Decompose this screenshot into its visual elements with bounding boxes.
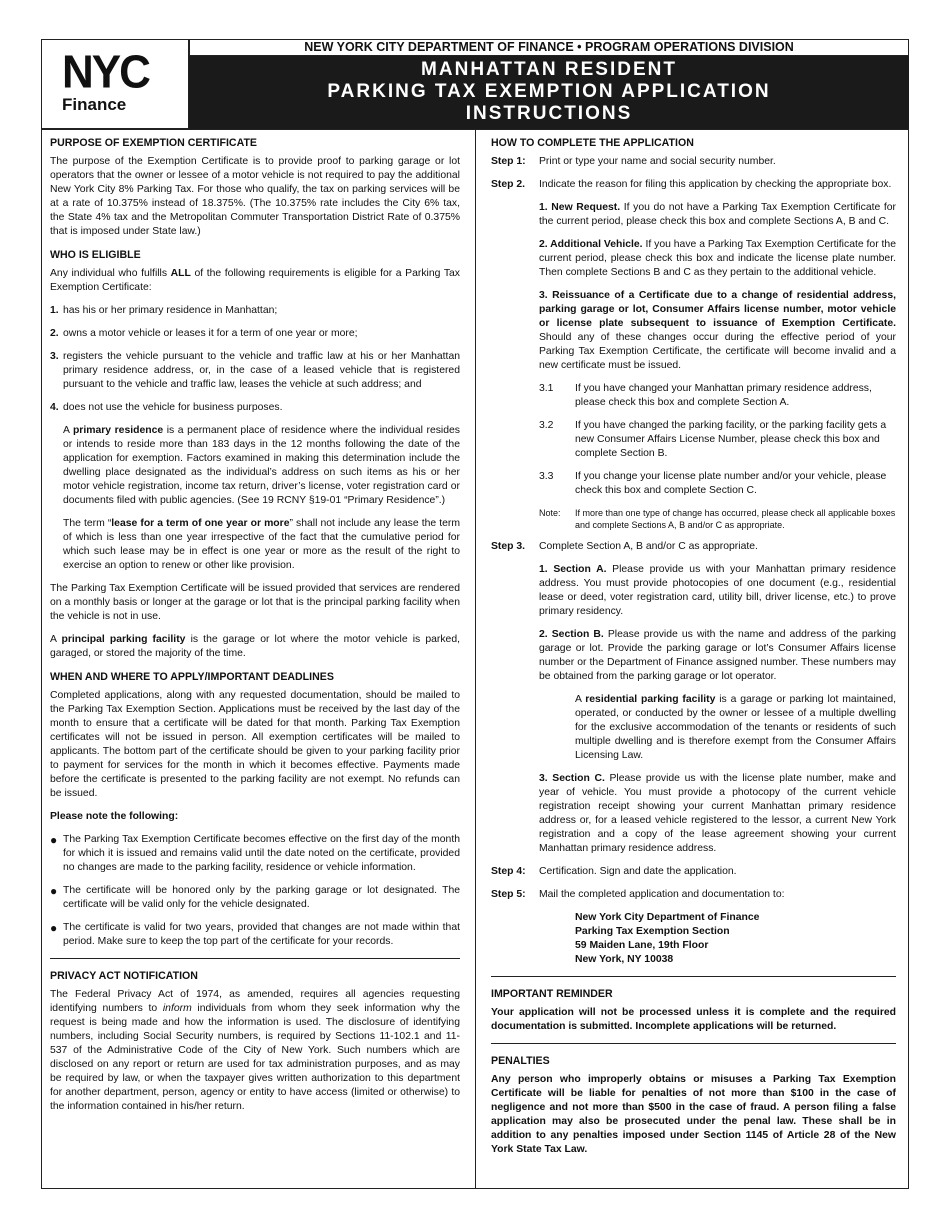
additional-vehicle-option: 2. Additional Vehicle. If you have a Parking Tax Exemption Certificate for the current period, please check this box and indicate the license plate number. Then complete Sections B and C as they pertain to the additional vehicle. — [539, 239, 896, 278]
privacy-heading: PRIVACY ACT NOTIFICATION — [50, 970, 198, 982]
purpose-heading: PURPOSE OF EXEMPTION CERTIFICATE — [50, 137, 257, 149]
note-bullet: ● The certificate will be honored only by the parking garage or lot designated. The certificate will be valid only for the vehicle designated. — [50, 884, 460, 910]
reissuance-note: Note: If more than one type of change has occurred, please check all applicable boxes and complete Sections A, B and/or C as appropriate. — [539, 508, 896, 530]
section-rule — [491, 976, 896, 977]
step-2: Step 2. Indicate the reason for filing this application by checking the appropriate box. — [491, 179, 892, 190]
logo-mark: NYC — [62, 46, 149, 99]
step-4: Step 4: Certification. Sign and date the application. — [491, 866, 737, 877]
step-3: Step 3. Complete Section A, B and/or C as appropriate. — [491, 541, 758, 552]
title-line-3: INSTRUCTIONS — [465, 103, 633, 124]
reminder-text: Your application will not be processed unless it is complete and the required documentation is submitted. Incomplete applications will be returned. — [491, 1007, 896, 1032]
primary-residence-definition: A primary residence is a permanent place of residence where the individual resides or intends to reside more than 183 days in the 12 months following the date of the application for exemption. Factors examined in making this determination include the dwelling place designated as the individual’s address on such items as his or her motor vehicle registration, income tax return, driver’s license, voter registration card or documents filed with public agencies. (See 19 RCNY §19-01 “Primary Residence”.) — [63, 425, 460, 506]
eligibility-item: 2. owns a motor vehicle or leases it for a term of one year or more; — [50, 328, 358, 339]
principal-facility-definition: A principal parking facility is the garage or lot where the motor vehicle is parked, garaged, or stored the majority of the time. — [50, 634, 460, 659]
title-bar — [189, 56, 909, 129]
reissuance-sub-item: 3.1 If you have changed your Manhattan primary residence address, please check this box and complete Section A. — [539, 383, 872, 408]
note-heading: Please note the following: — [50, 811, 179, 822]
note-bullet: ● The certificate is valid for two years, provided that changes are not made within that period. Make sure to keep the top part of the certificate for your records. — [50, 921, 460, 947]
deadlines-text: Completed applications, along with any requested documentation, should be mailed to the Parking Tax Exemption Section. Applications must be received by the last day of the month to ensure that a certificate will be dated for that month. Parking Tax Exemption certificates will not be issued in person. All exemption certificates will be mailed to applicants. The bottom part of the certificate should be given to your parking facility prior to payment for services for the month in which it becomes effective. Payments made before the certificate is presented to the parking facility are not exempt. No refunds can be issued. — [50, 690, 460, 799]
section-rule — [50, 958, 460, 959]
deadlines-heading: WHEN AND WHERE TO APPLY/IMPORTANT DEADLINES — [50, 671, 334, 683]
residential-facility-definition: A residential parking facility is a garage or parking lot maintained, operated, or conducted by the owner or lessee of a multiple dwelling for the exclusive accommodation of the tenants or residents of such multiple dwelling and is therefore exempt from the Consumer Affairs Licensing Law. — [575, 694, 896, 761]
logo-subtitle: Finance — [62, 95, 127, 114]
eligibility-item: 3. registers the vehicle pursuant to the vehicle and traffic law at his or her Manhattan primary residence address, or, in the case of a leased vehicle that is registered pursuant to the vehicle and traffic law, leases the vehicle at such address; and — [50, 351, 460, 390]
eligibility-item: 4. does not use the vehicle for business purposes. — [50, 402, 283, 413]
note-bullet: ● The Parking Tax Exemption Certificate becomes effective on the first day of the month for which it is issued and remains valid until the date noted on the certificate, provided no changes are made to the parking facility, residence or vehicle information. — [50, 833, 460, 873]
column-divider — [475, 129, 476, 1189]
eligible-intro: Any individual who fulfills ALL of the following requirements is eligible for a Parking Tax Exemption Certificate: — [50, 268, 460, 293]
penalties-heading: PENALTIES — [491, 1055, 550, 1067]
purpose-text: The purpose of the Exemption Certificate is to provide proof to parking garage or lot operators that the owner or lessee of a motor vehicle is not required to pay the additional New York City 8% Parking Tax. For those who qualify, the tax on parking services will be at a rate of 10.375% instead of 18.375%. (The 10.375% rate includes the City 6% tax, the State 4% tax and the Metropolitan Commuter Transportation District Rate of 0.375% that is imposed under State law.) — [50, 156, 460, 237]
issuance-text: The Parking Tax Exemption Certificate will be issued provided that services are rendered on a monthly basis or longer at the garage or lot that is the principal parking facility when the vehicle is not in use. — [50, 583, 460, 622]
eligibility-item: 1. has his or her primary residence in Manhattan; — [50, 305, 278, 316]
left-column — [50, 136, 460, 1123]
how-to-heading: HOW TO COMPLETE THE APPLICATION — [491, 137, 694, 149]
section-b-instructions: 2. Section B. Please provide us with the name and address of the parking garage or lot. Provide the parking garage or lot’s Consumer Affairs license number or the Department of Finance assigned number. These numbers may be obtained from the parking garage or lot operator. — [539, 629, 896, 682]
reissuance-sub-item: 3.2 If you have changed the parking facility, or the parking facility gets a new Consumer Affairs License Number, please check this box and complete Section B. — [539, 420, 887, 459]
nyc-finance-logo — [41, 39, 189, 129]
new-request-option: 1. New Request. If you do not have a Parking Tax Exemption Certificate for the current period, please check this box and complete Sections A, B and C. — [539, 202, 897, 227]
title-line-2: PARKING TAX EXEMPTION APPLICATION — [327, 81, 771, 102]
section-c-instructions: 3. Section C. Please provide us with the license plate number, make and year of vehicle. You must provide a photocopy of the current vehicle registration receipt showing your current Manhattan primary residence address or, for a leased vehicle registered to the lessor, a current New York registration and a copy of the lease agreement showing your current Manhattan primary residence address. — [539, 773, 897, 854]
step-1: Step 1: Print or type your name and social security number. — [491, 156, 776, 167]
section-rule — [491, 1043, 896, 1044]
reissuance-sub-item: 3.3 If you change your license plate number and/or your vehicle, please check this box and complete Section C. — [539, 471, 887, 496]
reissuance-option: 3. Reissuance of a Certificate due to a change of residential address, parking garage or lot, Consumer Affairs license number, motor vehicle or license plate subsequent to issuance of Exemption Certificate. Should any of these changes occur during the effective period of your Parking Tax Exemption Certificate, the certificate will become invalid and a new certificate must be issued. — [539, 290, 896, 371]
right-column — [491, 136, 896, 1166]
eligible-heading: WHO IS ELIGIBLE — [50, 249, 141, 261]
penalties-text: Any person who improperly obtains or misuses a Parking Tax Exemption Certificate will be liable for penalties of not more than $100 in the case of negligence and not more than $500 in the case of fraud. A person filing a false application may also be prosecuted under the penal law. These shall be in addition to any penalties imposed under Section 1145 of Article 28 of the New York State Tax Law. — [491, 1074, 896, 1155]
step-5: Step 5: Mail the completed application and documentation to: — [491, 889, 785, 900]
section-a-instructions: 1. Section A. Please provide us with your Manhattan primary residence address. You must provide photocopies of one document (e.g., residential lease or deed, voter registration card, utility bill, driver license, etc.) to prove primary residency. — [539, 564, 896, 617]
lease-term-definition: The term “lease for a term of one year or more” shall not include any lease the term of which is less than one year irrespective of the fact that the cumulative period for which such lease may be in effect is one year or more as the result of the right to exercise an option to renew or other like provision. — [63, 518, 460, 571]
mailing-address: New York City Department of Finance Parking Tax Exemption Section 59 Maiden Lane, 19th Floor New York, NY 10038 — [575, 912, 760, 965]
department-banner: NEW YORK CITY DEPARTMENT OF FINANCE • PROGRAM OPERATIONS DIVISION — [189, 39, 909, 56]
reminder-heading: IMPORTANT REMINDER — [491, 988, 613, 1000]
privacy-text: The Federal Privacy Act of 1974, as amended, requires all agencies requesting identifying numbers to inform individuals from whom they seek information why the request is being made and how the information is used. The disclosure of identifying numbers, including Social Security numbers, is required by Sections 11-102.1 and 11-537 of the Administrative Code of the City of New York. Such numbers which are disclosed on any report or return are used for tax administration purposes, and as may be required by law, or when the taxpayer gives written authorization to this department for another department, person, agency or entity to have access (limited or otherwise) to the information contained in his/her return. — [50, 989, 460, 1112]
title-line-1: MANHATTAN RESIDENT — [421, 59, 677, 80]
